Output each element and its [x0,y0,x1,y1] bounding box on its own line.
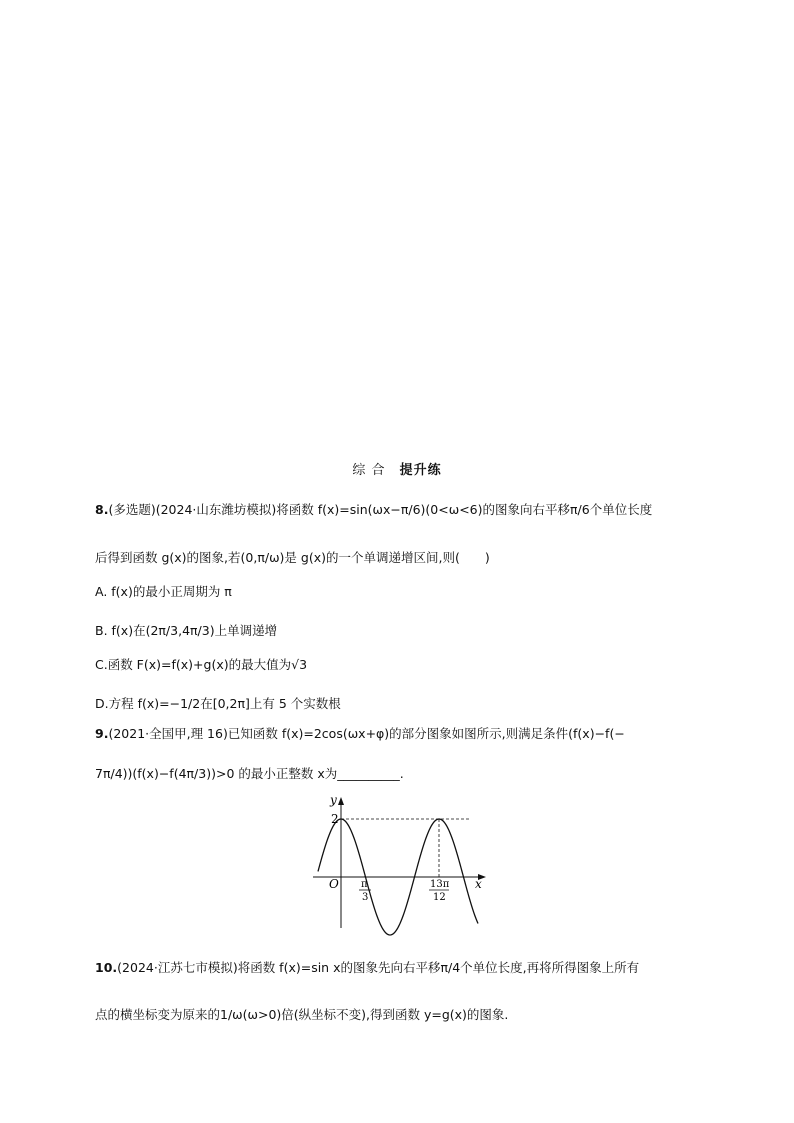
x-tick2-numerator: 13π [430,879,450,890]
q9-stem-1: (2021·全国甲,理 16)已知函数 f(x)=2cos(ωx+φ)的部分图象如图所示,则满足条件(f(x)−f(− [108,726,625,741]
q8-line1 [95,500,652,518]
origin-label: O [329,877,339,891]
q10-stem-1: (2024·江苏七市模拟)将函数 f(x)=sin x的图象先向右平移π/4个单位长度,再将所得图象上所有 [117,960,640,975]
q8-line2 [95,548,490,566]
q9-stem-2: 7π/4))(f(x)−f(4π/3))>0 的最小正整数 x为__________. [95,766,404,781]
q10-line1 [95,958,639,976]
x-tick1-denominator: 3 [362,892,369,903]
q10-number: 10. [95,960,118,975]
section-title-b: 提升练 [399,463,442,478]
y-tick-label: 2 [331,812,339,826]
section-title [0,459,794,478]
y-axis-label: y [330,793,337,807]
cosine-graph [305,788,495,943]
q8-option-b: B. f(x)在(2π/3,4π/3)上单调递增 [95,623,278,638]
q8-option-d: D.方程 f(x)=−1/2在[0,2π]上有 5 个实数根 [95,696,341,711]
q8-stem-1: (多选题)(2024·山东潍坊模拟)将函数 f(x)=sin(ωx−π/6)(0<ω<6)的图象向右平移π/6个单位长度 [108,502,653,517]
q9-line1 [95,724,625,742]
x-axis-label: x [475,877,482,891]
q9-number: 9. [95,726,109,741]
q10-stem-2: 点的横坐标变为原来的1/ω(ω>0)倍(纵坐标不变),得到函数 y=g(x)的图象. [95,1007,509,1022]
q8-option-a: A. f(x)的最小正周期为 π [95,584,232,599]
q9-line2 [95,764,404,782]
x-tick1-numerator: π [361,879,368,890]
y-axis-arrow [338,797,344,805]
q8-option-c: C.函数 F(x)=f(x)+g(x)的最大值为√3 [95,657,308,672]
x-tick2-denominator: 12 [433,892,446,903]
section-title-a: 综 合 [352,463,386,478]
q8-stem-2: 后得到函数 g(x)的图象,若(0,π/ω)是 g(x)的一个单调递增区间,则( ) [95,550,490,565]
q10-line2 [95,1005,508,1023]
q8-number: 8. [95,502,109,517]
